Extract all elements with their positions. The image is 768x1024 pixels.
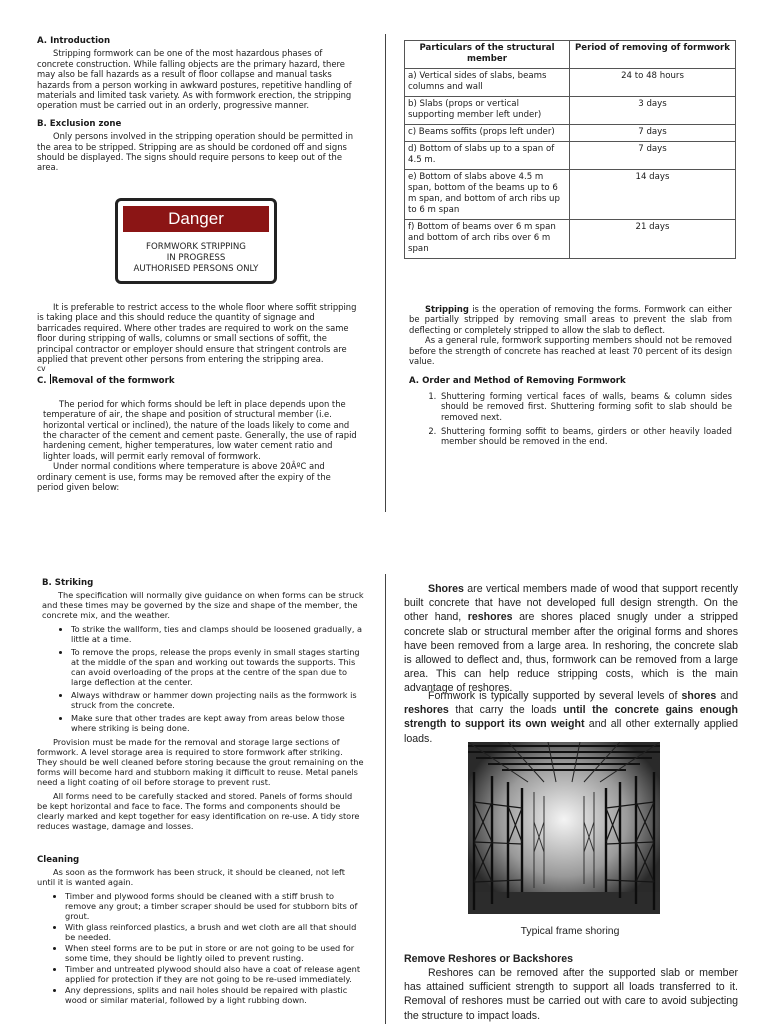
table-cell-period: 24 to 48 hours bbox=[570, 69, 736, 97]
formwork-bold-2: reshores bbox=[404, 704, 449, 717]
formwork-text-2: and bbox=[716, 690, 738, 702]
shores-text-1: are vertical members made of wood that support recently built concrete that have not developed full design strength. On the other hand, bbox=[404, 583, 738, 624]
striking-bullet-list bbox=[37, 624, 364, 733]
list-item: • Always withdraw or hammer down projecting nails as the formwork is struck from the concrete. bbox=[71, 690, 364, 710]
formwork-text-3: that carry the loads bbox=[448, 704, 564, 717]
remove-reshores-paragraph: Reshores can be removed after the supported slab or member has attained sufficient strength to support all loads transferred to it. Removal of reshores must be carried out with care to avoid subjecting the structure to impact loads. bbox=[404, 967, 738, 1022]
danger-sign bbox=[115, 198, 277, 284]
cleaning-bullet-list bbox=[37, 891, 364, 1005]
stripping-paragraph bbox=[409, 304, 732, 335]
reshores-term: reshores bbox=[467, 611, 513, 624]
removal-heading bbox=[37, 374, 360, 386]
formwork-bold-1: shores bbox=[681, 690, 717, 702]
table-cell-member: a) Vertical sides of slabs, beams columns and wall bbox=[405, 69, 570, 97]
danger-sign-line1: FORMWORK STRIPPING bbox=[146, 242, 246, 252]
formwork-text-1: Formwork is typically supported by several levels of bbox=[428, 690, 682, 702]
shores-paragraph bbox=[404, 582, 738, 696]
order-heading: A. Order and Method of Removing Formwork bbox=[409, 376, 626, 387]
table-header-member: Particulars of the structural member bbox=[405, 41, 570, 69]
list-item: 2. Shuttering forming soffit to beams, girders or other heavily loaded member should be removed in the end. bbox=[439, 426, 732, 447]
list-item: • To strike the wallform, ties and clamps should be loosened gradually, a little at a time. bbox=[71, 624, 364, 644]
striking-intro: The specification will normally give guidance on when forms can be struck and these times may be governed by the size and shape of the member, the concrete mix, and the weather. bbox=[42, 590, 364, 620]
order-list bbox=[409, 391, 732, 447]
photo-caption: Typical frame shoring bbox=[520, 926, 620, 937]
formwork-bold-3: until the concrete gains enough strength to support its own weight bbox=[404, 704, 738, 731]
upper-left-column bbox=[37, 36, 360, 177]
striking-heading: B. Striking bbox=[42, 578, 94, 588]
list-item: • Make sure that other trades are kept away from areas below those where striking is being done. bbox=[71, 713, 364, 733]
table-cell-period: 14 days bbox=[570, 170, 736, 220]
exclusion-heading: B. Exclusion zone bbox=[37, 118, 122, 129]
shores-term: Shores bbox=[428, 583, 464, 595]
upper-left-column-lower bbox=[37, 302, 360, 497]
table-cell-member: d) Bottom of slabs up to a span of 4.5 m. bbox=[405, 142, 570, 170]
list-item: • With glass reinforced plastics, a brush and wet cloth are all that should be needed. bbox=[65, 922, 364, 942]
table-cell-period: 21 days bbox=[570, 220, 736, 259]
danger-sign-line3: AUTHORISED PERSONS ONLY bbox=[133, 264, 259, 274]
table-row bbox=[405, 97, 736, 125]
table-cell-period: 7 days bbox=[570, 142, 736, 170]
list-item: • When steel forms are to be put in store or are not going to be used for some time, they should be lightly oiled to prevent rusting. bbox=[65, 943, 364, 963]
table-row bbox=[405, 170, 736, 220]
restrict-access-paragraph: It is preferable to restrict access to the whole floor where soffit stripping is taking place and this should reduce the quantity of signage and barricades required. Where other trades are required to work on the same floor during stripping of walls, columns or small sections of soffit, the principal contractor or employer should ensure that stringent controls are applied that prevent other persons from entering the stripping area. bbox=[37, 302, 357, 365]
removal-heading-prefix: C. bbox=[37, 376, 47, 387]
list-item: 1. Shuttering forming vertical faces of walls, beams & column sides should be removed first. Shuttering forming sofit to slab should be removed next. bbox=[439, 391, 732, 422]
table-row bbox=[405, 220, 736, 259]
introduction-heading: A. Introduction bbox=[37, 36, 111, 46]
stripping-term: Stripping bbox=[425, 304, 469, 314]
table-row bbox=[405, 142, 736, 170]
text-cursor bbox=[50, 374, 51, 384]
cleaning-intro: As soon as the formwork has been struck, it should be cleaned, not left until it is wanted again. bbox=[37, 867, 345, 887]
stacked-paragraph: All forms need to be carefully stacked and stored. Panels of forms should be kept horizontal and face to face. The forms and components should be clearly marked and kept together for easy identification on re-use. A tidy store reduces wastage, damage and losses. bbox=[37, 791, 360, 831]
table-cell-member: b) Slabs (props or vertical supporting member left under) bbox=[405, 97, 570, 125]
table-cell-member: c) Beams soffits (props left under) bbox=[405, 125, 570, 142]
stripping-definition: is the operation of removing the forms. Formwork can either be partially stripped by removing small areas to prevent the slab from deflecting or completely stripped to allow the slab to deflect. bbox=[409, 304, 732, 335]
list-item: • Any depressions, splits and nail holes should be repaired with plastic wood or similar material, followed by a light rubbing down. bbox=[65, 985, 364, 1005]
formwork-support-paragraph bbox=[404, 689, 738, 746]
table-row bbox=[405, 125, 736, 142]
general-rule-paragraph: As a general rule, formwork supporting members should not be removed before the strength of concrete has reached at least 70 percent of its design value. bbox=[409, 335, 732, 367]
danger-sign-line2: IN PROGRESS bbox=[166, 253, 226, 263]
provision-paragraph: Provision must be made for the removal and storage large sections of formwork. A level storage area is required to store formwork after striking. They should be well cleaned before storing because the grout remaining on the forms will become hard and stubborn making it difficult to reuse. Metal panels need a light coating of oil before storage to prevent rust. bbox=[37, 737, 364, 787]
list-item: • Timber and plywood forms should be cleaned with a stiff brush to remove any grout; a timber scraper should be used for stubborn bits of grout. bbox=[65, 891, 364, 921]
table-cell-member: f) Bottom of beams over 6 m span and bottom of arch ribs over 6 m span bbox=[405, 220, 570, 259]
upper-right-column bbox=[409, 304, 732, 451]
table-header-period: Period of removing of formwork bbox=[570, 41, 736, 69]
list-item: • Timber and untreated plywood should also have a coat of release agent applied for protection if they are not going to be re-used immediately. bbox=[65, 964, 364, 984]
table-cell-period: 7 days bbox=[570, 125, 736, 142]
table-row bbox=[405, 69, 736, 97]
table-header-row bbox=[405, 41, 736, 69]
frame-shoring-photo bbox=[468, 742, 660, 914]
column-divider-bottom bbox=[385, 574, 386, 1024]
lower-left-column bbox=[37, 578, 364, 1009]
removal-paragraph-1: The period for which forms should be left in place depends upon the temperature of air, the shape and position of structural member (i.e. horizontal vertical or inclined), the nature of the loads likely to come and the character of the cement and cement paste. Generally, the use of rapid hardening cement, higher temperatures, low water cement ratio and lighter loads, will permit early removal of formwork. bbox=[43, 398, 357, 461]
removal-heading-text: Removal of the formwork bbox=[51, 376, 175, 387]
remove-reshores-heading: Remove Reshores or Backshores bbox=[404, 953, 573, 965]
table-cell-member: e) Bottom of slabs above 4.5 m span, bottom of the beams up to 6 m span, and bottom of arch ribs up to 6 m span bbox=[405, 170, 570, 220]
column-divider-top bbox=[385, 34, 386, 512]
exclusion-body: Only persons involved in the stripping operation should be permitted in the area to be stripped. Stripping are as should be cordoned off and signs should be displayed. The signs should require persons to keep out of the area. bbox=[37, 131, 354, 173]
danger-sign-title: Danger bbox=[123, 206, 269, 232]
introduction-body: Stripping formwork can be one of the most hazardous phases of concrete construction. While falling objects are the primary hazard, there may also be fall hazards as a result of floor collapse and manual tasks hazards from a person working in awkward postures, repetitive handling of materials and limited task variety. As with formwork erection, the stripping operation must be carried out in an orderly, progressive manner. bbox=[37, 48, 352, 111]
removal-paragraph-2: Under normal conditions where temperature is above 20ÂºC and ordinary cement is use, forms may be removed after the expiry of the period given below: bbox=[37, 461, 331, 493]
list-item: • To remove the props, release the props evenly in small stages starting at the middle of the span and working out towards the supports. This can avoid overloading of the props at the centre of the span due to large deflection at the center. bbox=[71, 647, 364, 687]
formwork-removal-table bbox=[404, 40, 736, 259]
stray-text: cv bbox=[37, 364, 46, 374]
formwork-text-4: and all other externally applied loads. bbox=[404, 718, 738, 745]
table-cell-period: 3 days bbox=[570, 97, 736, 125]
shores-text-2: are shores placed snugly under a stripped concrete slab or structural member after the original forms and shores have been removed from a large area. In reshoring, the concrete slab is allowed to deflect and, thus, formwork can be removed from a large area. This can help reduce stripping costs, which is the main advantage of reshores. bbox=[404, 611, 738, 695]
cleaning-heading: Cleaning bbox=[37, 855, 80, 865]
